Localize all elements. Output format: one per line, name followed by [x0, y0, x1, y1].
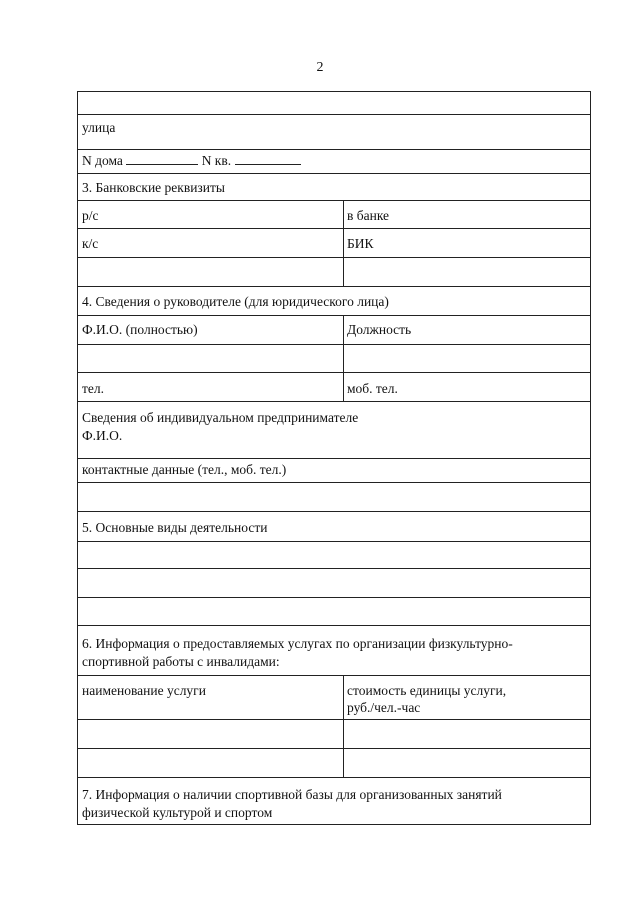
service-cost-label-line-2: руб./чел.-час	[347, 700, 421, 715]
director-heading: 4. Сведения о руководителе (для юридического лица)	[82, 294, 389, 309]
director-position-label: Должность	[347, 322, 412, 337]
house-label: N дома	[82, 153, 123, 168]
divider	[78, 675, 590, 676]
divider	[78, 511, 590, 512]
divider	[78, 401, 590, 402]
service-name-label: наименование услуги	[82, 683, 206, 698]
divider	[78, 286, 590, 287]
divider	[78, 597, 590, 598]
service-cost-label-line-1: стоимость единицы услуги,	[347, 683, 507, 698]
entrepreneur-fio-label: Ф.И.О.	[82, 428, 123, 443]
services-heading-line-1: 6. Информация о предоставляемых услугах по организации физкультурно-	[82, 636, 513, 651]
entrepreneur-contacts-label: контактные данные (тел., моб. тел.)	[82, 462, 287, 477]
sports-base-heading-line-1: 7. Информация о наличии спортивной базы для организованных занятий	[82, 787, 502, 802]
divider	[78, 344, 590, 345]
director-phone-label: тел.	[82, 381, 105, 396]
page-number: 2	[316, 60, 324, 75]
bank-heading: 3. Банковские реквизиты	[82, 180, 225, 195]
divider	[78, 257, 590, 258]
blank-line[interactable]	[78, 114, 590, 115]
column-divider	[343, 675, 344, 777]
divider	[78, 458, 590, 459]
column-divider	[343, 315, 344, 401]
column-divider	[343, 200, 344, 286]
divider	[78, 482, 590, 483]
bank-name-label: в банке	[347, 208, 390, 223]
divider	[78, 315, 590, 316]
director-fio-label: Ф.И.О. (полностью)	[82, 322, 198, 337]
divider	[78, 719, 590, 720]
divider	[78, 228, 590, 229]
application-form	[77, 91, 591, 825]
bik-label: БИК	[347, 236, 374, 251]
divider	[78, 541, 590, 542]
divider	[78, 625, 590, 626]
director-mobile-label: моб. тел.	[347, 381, 398, 396]
divider	[78, 777, 590, 778]
divider	[78, 200, 590, 201]
divider	[78, 173, 590, 174]
divider	[78, 568, 590, 569]
divider	[78, 748, 590, 749]
activities-heading: 5. Основные виды деятельности	[82, 520, 268, 535]
apartment-label: N кв.	[201, 153, 232, 168]
street-label: улица	[82, 120, 116, 135]
account-label: р/с	[82, 208, 99, 223]
sports-base-heading-line-2: физической культурой и спортом	[82, 805, 273, 820]
corr-account-label: к/с	[82, 236, 99, 251]
apartment-number-field[interactable]	[235, 152, 301, 165]
services-heading-line-2: спортивной работы с инвалидами:	[82, 654, 280, 669]
street-line[interactable]	[78, 149, 590, 150]
entrepreneur-heading: Сведения об индивидуальном предпринимателе	[82, 410, 359, 425]
house-apartment-row	[82, 152, 301, 169]
house-number-field[interactable]	[126, 152, 198, 165]
divider	[78, 372, 590, 373]
